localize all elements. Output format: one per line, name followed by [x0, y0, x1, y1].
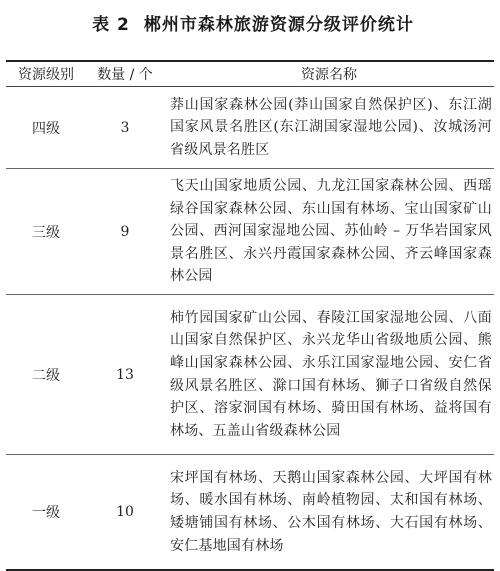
header-level: 资源级别: [6, 61, 86, 87]
cell-level: 三级: [6, 169, 86, 295]
cell-names: 宋坪国有林场、天鹅山国家森林公园、大坪国有林场、暖水国有林场、南岭植物园、太和国有林场、矮塘铺国有林场、公木国有林场、大石国有林场、安仁基地国有林场: [164, 455, 494, 571]
cell-count: 3: [86, 87, 164, 169]
header-names: 资源名称: [164, 61, 494, 87]
cell-level: 二级: [6, 295, 86, 455]
table-caption: [0, 14, 500, 36]
table-row: [6, 87, 494, 169]
table-title: 郴州市森林旅游资源分级评价统计: [143, 15, 414, 35]
table-number: 表 2: [92, 15, 130, 35]
cell-level: 四级: [6, 87, 86, 169]
table-row: [6, 169, 494, 295]
table-row: [6, 455, 494, 571]
table-header-row: [6, 61, 494, 87]
cell-count: 13: [86, 295, 164, 455]
cell-count: 10: [86, 455, 164, 571]
cell-level: 一级: [6, 455, 86, 571]
resource-grading-table: [6, 60, 494, 571]
header-count: 数量 / 个: [86, 61, 164, 87]
cell-names: 柿竹园国家矿山公园、春陵江国家湿地公园、八面山国家自然保护区、永兴龙华山省级地质公园、熊峰山国家森林公园、永乐江国家湿地公园、安仁省级风景名胜区、滁口国有林场、狮子口省级自然保护区、溶家洞国有林场、骑田国有林场、益将国有林场、五盖山省级森林公园: [164, 295, 494, 455]
cell-count: 9: [86, 169, 164, 295]
cell-names: 飞天山国家地质公园、九龙江国家森林公园、西瑶绿谷国家森林公园、东山国有林场、宝山国家矿山公园、西河国家湿地公园、苏仙岭 – 万华岩国家风景名胜区、永兴丹霞国家森林公园、齐云峰国家森林公园: [164, 169, 494, 295]
cell-names: 莽山国家森林公园(莽山国家自然保护区)、东江湖国家风景名胜区(东江湖国家湿地公园)、汝城汤河省级风景名胜区: [164, 87, 494, 169]
table-row: [6, 295, 494, 455]
